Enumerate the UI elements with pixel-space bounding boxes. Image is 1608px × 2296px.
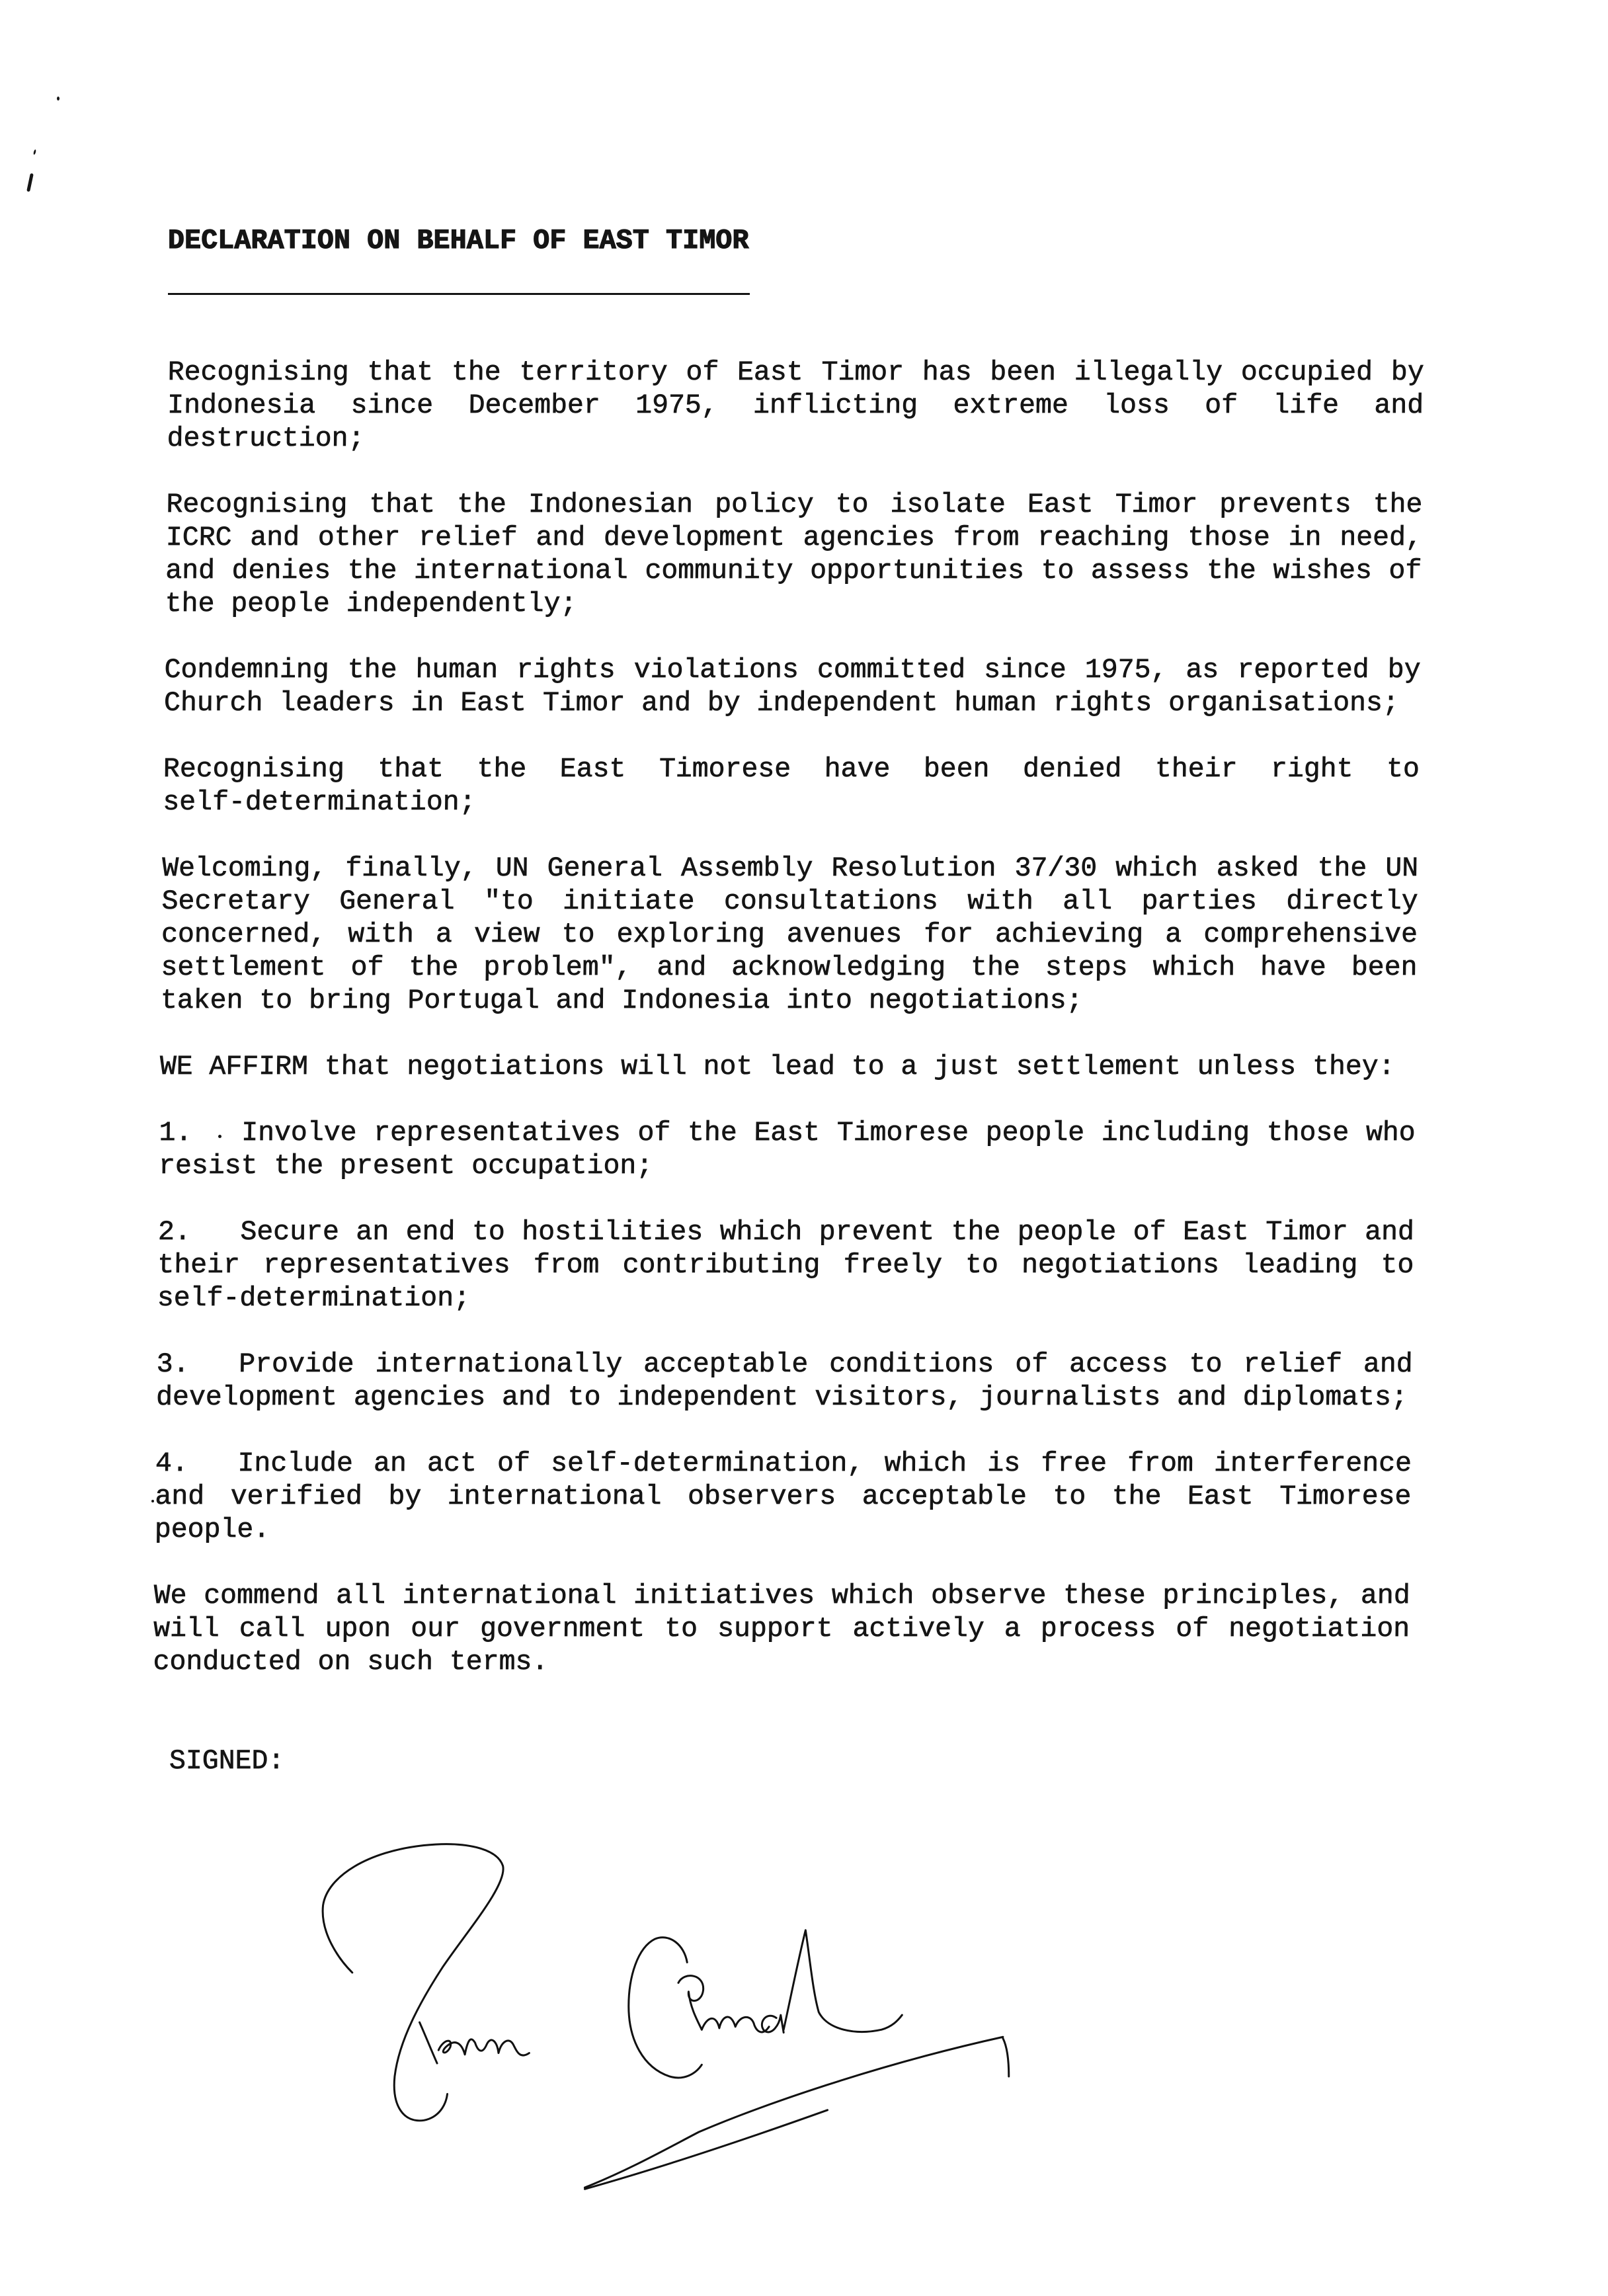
text-line: Condemning the human rights violations committed since 1975, as reported by	[164, 655, 1421, 686]
condition-item	[157, 1216, 1415, 1315]
text-line: and denies the international community opportunities to assess the wishes of	[165, 555, 1422, 587]
title-underline	[168, 293, 750, 295]
text-line: We commend all international initiatives which observe these principles, and	[153, 1580, 1411, 1612]
text-line: Involve representatives of the East Timorese people including those who	[241, 1118, 1416, 1149]
text-line: the people independently;	[165, 589, 577, 620]
text-line: Recognising that the Indonesian policy to isolate East Timor prevents the	[166, 489, 1423, 520]
text-line: Welcoming, finally, UN General Assembly Resolution 37/30 which asked the UN	[161, 853, 1419, 884]
signature-stroke	[629, 1938, 702, 2078]
scan-mark	[151, 1500, 154, 1502]
preamble-paragraph	[161, 852, 1419, 1018]
preamble-paragraph	[167, 356, 1424, 456]
text-line: settlement of the problem", and acknowledging the steps which have been	[161, 952, 1418, 983]
text-line: Secure an end to hostilities which prevent the people of East Timor and	[240, 1217, 1415, 1248]
text-line: development agencies and to independent visitors, journalists and diplomats;	[155, 1382, 1408, 1413]
text-line: conducted on such terms.	[153, 1647, 549, 1678]
text-line: and verified by international observers acceptable to the East Timorese	[155, 1481, 1412, 1512]
signature-stroke	[323, 1844, 503, 2121]
condition-first-line	[156, 1348, 1413, 1381]
scan-mark	[218, 1135, 221, 1138]
text-line: self-determination;	[157, 1283, 471, 1314]
text-line: Include an act of self-determination, which is free from interference	[237, 1448, 1412, 1479]
text-line: people.	[154, 1514, 270, 1545]
text-line: self-determination;	[163, 787, 476, 818]
preamble-paragraph	[164, 654, 1421, 720]
text-line: resist the present occupation;	[158, 1151, 653, 1182]
signature-stroke	[784, 1930, 902, 2032]
condition-number: 2.	[157, 1217, 192, 1248]
text-line: ICRC and other relief and development agencies from reaching those in need,	[165, 522, 1423, 554]
text-line: WE AFFIRM that negotiations will not lead to a just settlement unless they:	[159, 1051, 1395, 1083]
preamble-paragraph	[163, 753, 1420, 819]
text-line: taken to bring Portugal and Indonesia into negotiations;	[160, 985, 1083, 1016]
text-line: Indonesia since December 1975, inflicting extreme loss of life and	[167, 390, 1424, 421]
condition-first-line	[155, 1448, 1412, 1481]
condition-item	[155, 1448, 1412, 1547]
signature-stroke	[584, 2110, 827, 2189]
signature-stroke	[678, 1976, 704, 2030]
signature-stroke	[1003, 2038, 1009, 2076]
declaration-body	[153, 356, 1424, 1712]
condition-item	[156, 1348, 1413, 1414]
condition-first-line	[159, 1117, 1416, 1150]
condition-number: 3.	[156, 1349, 190, 1380]
signature-stroke	[702, 2017, 769, 2032]
signature-stroke	[438, 2039, 529, 2055]
scan-mark	[33, 149, 36, 155]
text-line: Provide internationally acceptable conditions of access to relief and	[238, 1349, 1413, 1380]
scan-mark	[26, 173, 34, 192]
condition-number: 4.	[155, 1448, 189, 1479]
text-line: Church leaders in East Timor and by independent human rights organisations;	[163, 688, 1400, 719]
signature-stroke	[584, 2037, 1003, 2188]
text-line: Secretary General "to initiate consultations with all parties directly	[161, 886, 1418, 917]
text-line: destruction;	[167, 423, 365, 454]
scan-mark	[57, 97, 60, 101]
handwritten-signature	[292, 1828, 1024, 2208]
text-line: will call upon our government to support actively a process of negotiation	[153, 1614, 1410, 1645]
text-line: concerned, with a view to exploring avenues for achieving a comprehensive	[161, 919, 1418, 950]
preamble-paragraph	[165, 489, 1422, 621]
signature-stroke	[420, 2022, 438, 2063]
affirm-paragraph	[160, 1051, 1417, 1084]
condition-number: 1.	[159, 1118, 192, 1149]
text-line: their representatives from contributing freely to negotiations leading to	[157, 1250, 1414, 1281]
text-line: Recognising that the East Timorese have been denied their right to	[163, 754, 1420, 785]
signed-label: SIGNED:	[169, 1746, 285, 1777]
closing-paragraph	[153, 1580, 1410, 1679]
condition-item	[159, 1117, 1416, 1183]
text-line: Recognising that the territory of East Timor has been illegally occupied by	[167, 357, 1424, 388]
document-title: DECLARATION ON BEHALF OF EAST TIMOR	[168, 226, 749, 257]
condition-first-line	[158, 1216, 1415, 1249]
